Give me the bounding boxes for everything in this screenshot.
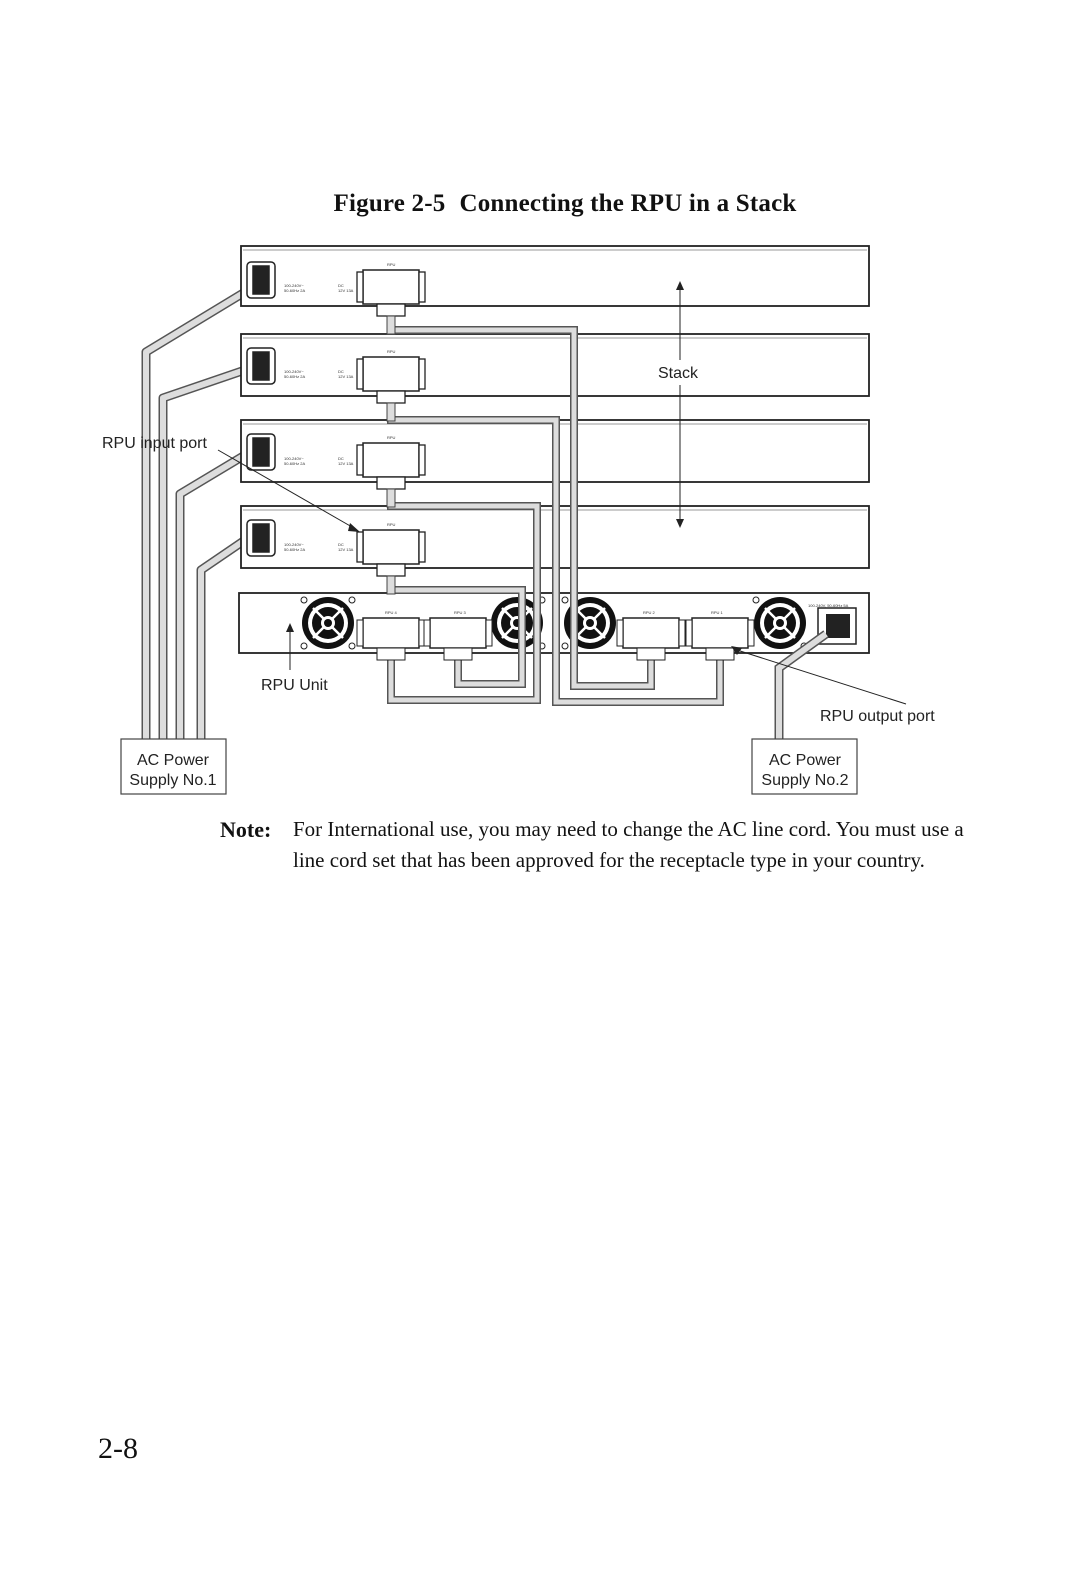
svg-text:50-60Hz 2A: 50-60Hz 2A: [284, 288, 306, 293]
svg-text:Supply No.1: Supply No.1: [129, 772, 217, 789]
svg-text:RPU 3: RPU 3: [454, 610, 466, 615]
rpu-input-port-label: RPU input port: [102, 435, 207, 452]
figure-title: Connecting the RPU in a Stack: [459, 190, 797, 217]
rpu-output-port-leader: [737, 650, 906, 704]
svg-text:50-60Hz 2A: 50-60Hz 2A: [284, 374, 306, 379]
svg-text:RPU 4: RPU 4: [385, 610, 397, 615]
svg-text:RPU 1: RPU 1: [711, 610, 723, 615]
page-number: 2-8: [98, 1432, 138, 1465]
svg-text:Supply No.2: Supply No.2: [761, 772, 849, 789]
svg-text:DC: DC: [338, 283, 344, 288]
svg-text:50-60Hz 2A: 50-60Hz 2A: [284, 547, 306, 552]
svg-text:DC: DC: [338, 456, 344, 461]
rpu-output-port-label: RPU output port: [820, 708, 935, 725]
svg-text:12V 13A: 12V 13A: [338, 288, 354, 293]
svg-text:50-60Hz 2A: 50-60Hz 2A: [284, 461, 306, 466]
svg-text:100-240V~: 100-240V~: [284, 369, 304, 374]
ac-power-supply-2: [752, 739, 857, 794]
svg-text:100-240V~: 100-240V~: [284, 542, 304, 547]
svg-text:12V 13A: 12V 13A: [338, 374, 354, 379]
ac-power-supply-1: [121, 739, 226, 794]
stack-label: Stack: [658, 365, 699, 382]
svg-text:12V 13A: 12V 13A: [338, 461, 354, 466]
svg-text:12V 13A: 12V 13A: [338, 547, 354, 552]
switch-2: [241, 334, 869, 396]
note-text: For International use, you may need to change the AC line cord. You must use a line cord set that has been approved for the receptacle type in your country.: [293, 817, 964, 872]
svg-text:RPU: RPU: [387, 522, 396, 527]
svg-text:100-240V~: 100-240V~: [284, 456, 304, 461]
stack-arrow: [676, 281, 684, 528]
svg-text:RPU: RPU: [387, 435, 396, 440]
note-block: [220, 814, 980, 876]
switch-1: [241, 246, 869, 306]
svg-text:AC Power: AC Power: [136, 752, 210, 769]
note-label: Note:: [220, 817, 272, 842]
svg-text:DC: DC: [338, 542, 344, 547]
svg-text:RPU: RPU: [387, 349, 396, 354]
svg-text:RPU 2: RPU 2: [643, 610, 655, 615]
svg-text:AC Power: AC Power: [768, 752, 842, 769]
rpu-unit-label: RPU Unit: [261, 677, 328, 694]
figure-number: Figure 2-5: [333, 190, 446, 217]
svg-text:100-240V, 50-60Hz 5A: 100-240V, 50-60Hz 5A: [808, 603, 849, 608]
ac-cords-supply-1: [146, 292, 245, 752]
svg-text:DC: DC: [338, 369, 344, 374]
svg-text:RPU: RPU: [387, 262, 396, 267]
svg-text:100-240V~: 100-240V~: [284, 283, 304, 288]
